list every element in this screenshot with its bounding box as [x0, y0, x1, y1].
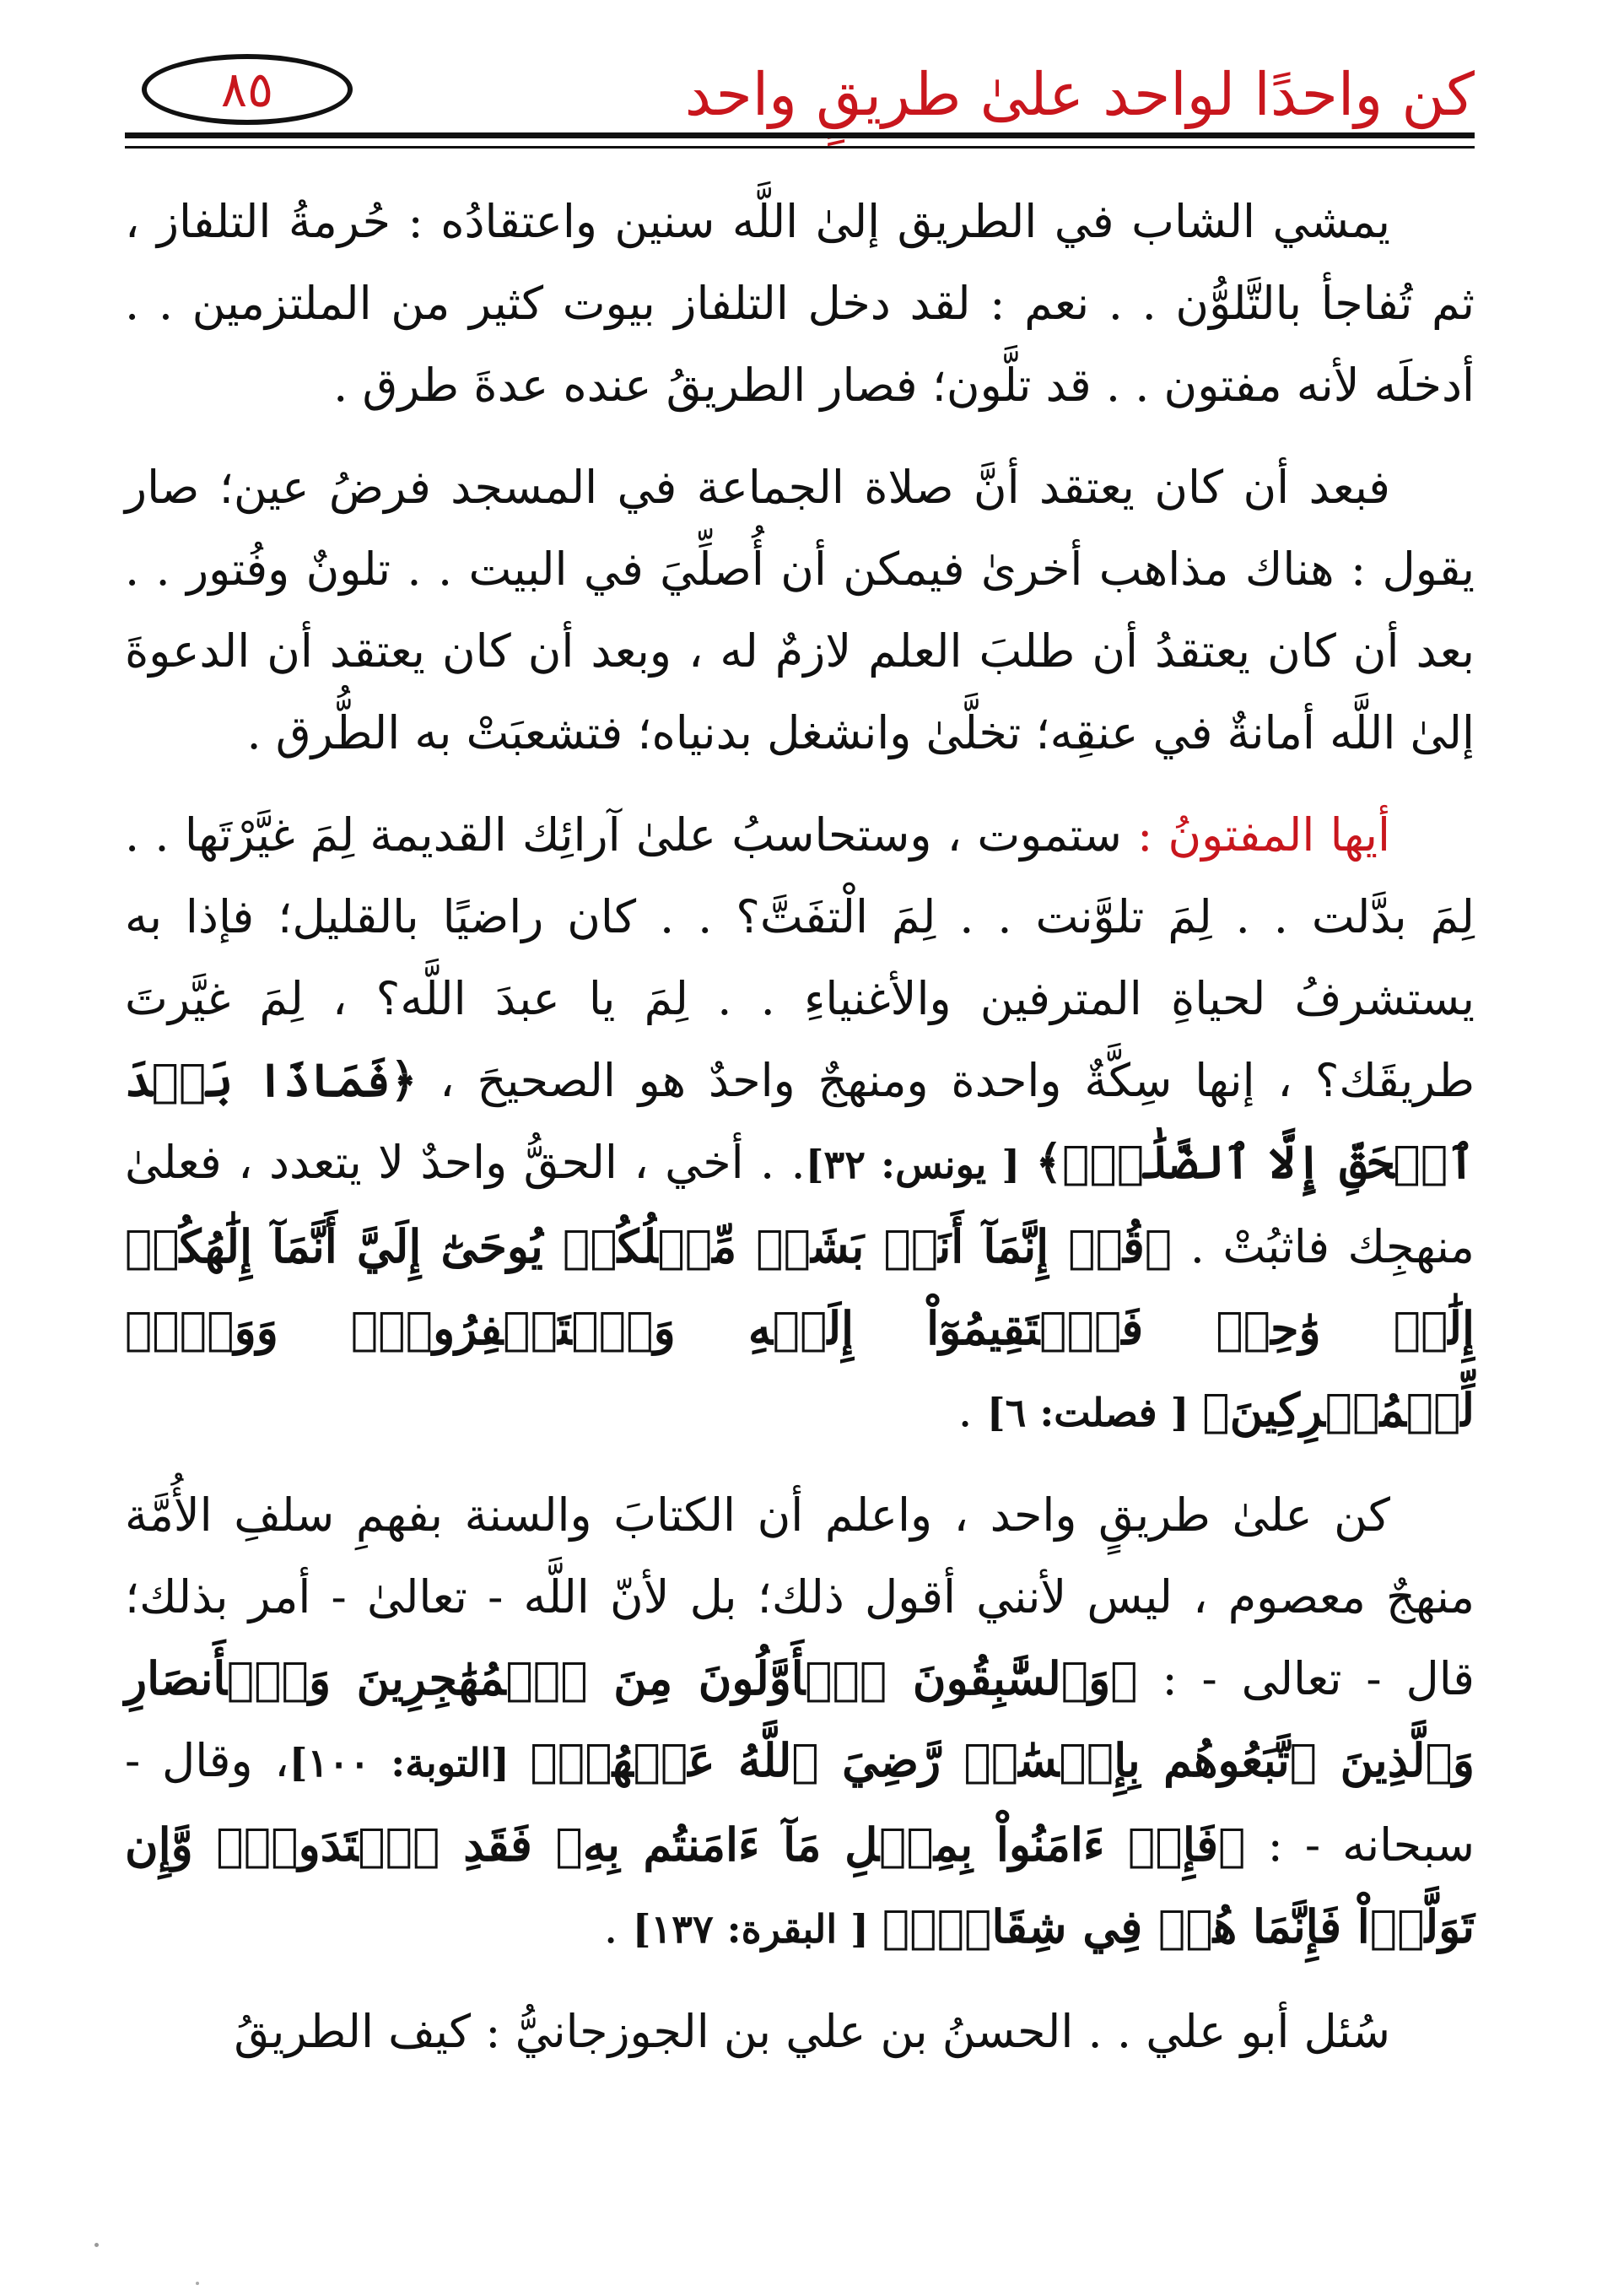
quran-verse: ﴿قُلۡ إِنَّمَآ أَنَا۠ بَشَرٞ مِّثۡلُكُمۡ يُوحَىٰٓ إِلَيَّ أَنَّمَآ إِلَٰهُكُمۡ إِلَٰهٞ وَٰحِدٞ فَٱسۡتَقِيمُوٓاْ إِلَيۡهِ وَٱسۡتَغۡفِرُوهُۗ وَوَيۡلٞ لِّلۡمُشۡرِكِينَ﴾: [125, 1219, 1475, 1437]
running-title: كن واحدًا لواحد علىٰ طريقٍ واحد: [684, 60, 1475, 129]
quran-verse: ﴿فَإِنۡ ءَامَنُواْ بِمِثۡلِ مَآ ءَامَنتُم بِهِۦ فَقَدِ ٱهۡتَدَواْۖ وَّإِن تَوَلَّوۡاْ فَإِنَّمَا هُمۡ فِي شِقَاقٖۖ﴾: [125, 1818, 1475, 1953]
verse-reference: [ يونس: ٣٢]: [805, 1142, 1036, 1187]
paragraph-5: [125, 1991, 1475, 2072]
header-rule-thin: [125, 146, 1475, 149]
paragraph-text: . . أخي ، الحقُّ واحدٌ لا يتعدد ، فعلىٰ منهجِك فاثبُتْ .: [125, 1136, 1475, 1273]
verse-reference: [ فصلت: ٦]: [986, 1390, 1203, 1435]
header-rule-thick: [125, 132, 1475, 138]
scan-speck: [196, 2282, 199, 2285]
paragraph-lead: أيها المفتونُ :: [1137, 808, 1390, 862]
paragraph-3: [125, 794, 1475, 1454]
paragraph-text: ستموت ، وستحاسبُ علىٰ آرائِك القديمة لِمَ غيَّرْتَها . . لِمَ بدَّلت . . لِمَ تلوَّنت . . لِمَ الْتفَتَّ؟ . . كان راضيًا بالقليل؛ فإذا به يستشرفُ لحياةِ المترفين والأغنياءِ . . لِمَ يا عبدَ اللَّه؟ ، لِمَ غيَّرتَ طريقَك؟ ، إنها سِكَّةٌ واحدة ومنهجٌ واحدٌ هو الصحيحَ ،: [125, 808, 1475, 1107]
paragraph-text: .: [603, 1900, 633, 1953]
paragraph-text: كن علىٰ طريقٍ واحد ، واعلم أن الكتابَ والسنة بفهمِ سلفِ الأُمَّة منهجٌ معصوم ، ليس لأنني أقول ذلك؛ بل لأنّ اللَّه - تعالىٰ - أمر بذلك؛ قال - تعالى - :: [125, 1488, 1475, 1705]
paragraph-1: [125, 181, 1475, 426]
paragraph-text: يمشي الشاب في الطريق إلىٰ اللَّه سنين واعتقادُه : حُرمةُ التلفاز ، ثم تُفاجأ بالتَّلوُّن . . نعم : لقد دخل التلفاز بيوت كثير من الملتزمين . . أدخلَه لأنه مفتون . . قد تلَّون؛ فصار الطريقُ عنده عدةَ طرق .: [125, 195, 1475, 412]
verse-reference: [ البقرة: ١٣٧]: [632, 1906, 882, 1952]
paragraph-text: .: [957, 1384, 987, 1437]
page-number: ٨٥: [220, 61, 274, 118]
quran-verse: ﴿فَمَاذَا بَعۡدَ ٱلۡحَقِّ إِلَّا ٱلضَّلَٰلُۖ﴾: [125, 1053, 1475, 1189]
paragraph-text: ، وقال - سبحانه - :: [125, 1734, 1475, 1872]
page-body: [125, 169, 1475, 2093]
verse-reference: [التوبة: ١٠٠]: [289, 1740, 531, 1785]
paragraph-2: [125, 446, 1475, 774]
paragraph-text: سُئل أبو علي . . الحسنُ بن علي بن الجوزجانيُّ : كيف الطريقُ: [234, 2005, 1390, 2058]
paragraph-text: فبعد أن كان يعتقد أنَّ صلاة الجماعة في المسجد فرضُ عين؛ صار يقول : هناك مذاهب أخرىٰ فيمكن أن أُصلِّيَ في البيت . . تلونٌ وفُتور . . بعد أن كان يعتقدُ أن طلبَ العلم لازمٌ له ، وبعد أن كان يعتقد أن الدعوةَ إلىٰ اللَّه أمانةٌ في عنقِه؛ تخلَّىٰ وانشغل بدنياه؛ فتشعبَتْ به الطُّرق .: [125, 461, 1475, 759]
quran-verse: ﴿وَٱلسَّٰبِقُونَ ٱلۡأَوَّلُونَ مِنَ ٱلۡمُهَٰجِرِينَ وَٱلۡأَنصَارِ وَٱلَّذِينَ ٱتَّبَعُوهُم بِإِحۡسَٰنٖ رَّضِيَ ٱللَّهُ عَنۡهُمۡ﴾: [125, 1651, 1475, 1787]
paragraph-4: [125, 1474, 1475, 1970]
scan-speck: [94, 2243, 99, 2247]
page-number-oval: [142, 54, 353, 125]
